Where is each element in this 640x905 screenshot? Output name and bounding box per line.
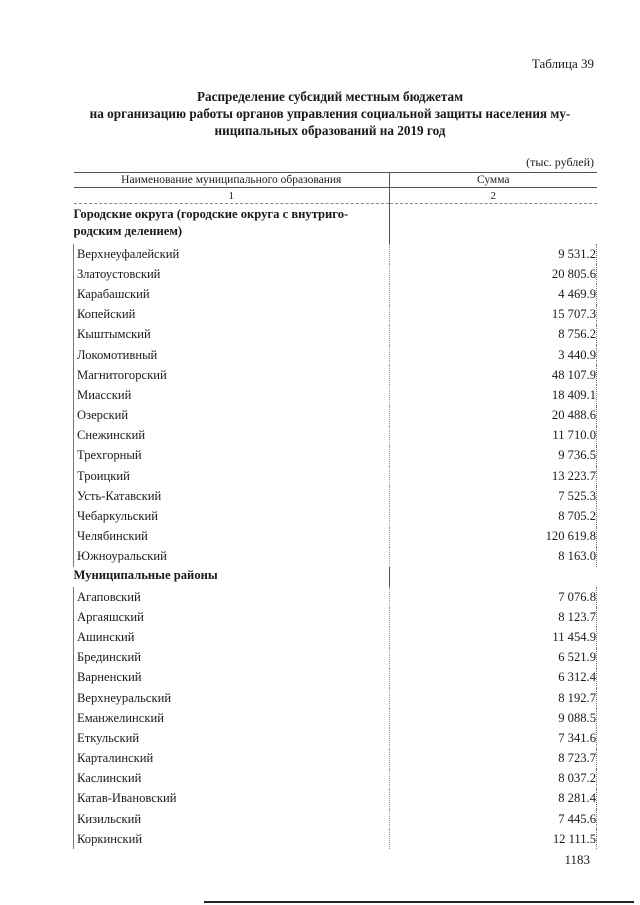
section-header-row [74, 567, 597, 587]
column-header-name: Наименование муниципального образования [74, 173, 390, 188]
municipality-name: Агаповский [74, 587, 390, 607]
municipality-name: Еткульский [74, 728, 390, 748]
subsidy-amount: 9 088.5 [390, 708, 597, 728]
subsidy-amount: 11 710.0 [390, 426, 597, 446]
municipality-name: Миасский [74, 385, 390, 405]
table-row [74, 406, 597, 426]
table-row [74, 668, 597, 688]
table-label: Таблица 39 [531, 56, 594, 71]
table-row [74, 284, 597, 304]
section-title: Городские округа (городские округа с внутриго-родским делением) [74, 204, 390, 245]
subsidy-amount: 6 521.9 [390, 648, 597, 668]
table-row [74, 587, 597, 607]
title-line-2: на организацию работы органов управления социальной защиты населения му- [89, 106, 571, 121]
table-row [74, 789, 597, 809]
municipality-name: Локомотивный [74, 345, 390, 365]
subsidy-amount: 7 525.3 [390, 486, 597, 506]
document-title [60, 88, 600, 139]
municipality-name: Еманжелинский [74, 708, 390, 728]
subsidy-amount: 7 445.6 [390, 809, 597, 829]
table-row [74, 708, 597, 728]
subsidy-amount: 8 037.2 [390, 769, 597, 789]
subsidy-amount: 8 192.7 [390, 688, 597, 708]
municipality-name: Варненский [74, 668, 390, 688]
page-number: 1183 [564, 852, 590, 867]
municipality-name: Кыштымский [74, 325, 390, 345]
table-row [74, 728, 597, 748]
table-body [74, 204, 597, 850]
column-number-2: 2 [390, 188, 597, 204]
table-row [74, 466, 597, 486]
section-header-row [74, 204, 597, 245]
subsidy-table [73, 172, 597, 849]
subsidy-amount: 9 736.5 [390, 446, 597, 466]
municipality-name: Кизильский [74, 809, 390, 829]
table-row [74, 486, 597, 506]
column-header-sum: Сумма [390, 173, 597, 188]
municipality-name: Южноуральский [74, 547, 390, 567]
table-row [74, 264, 597, 284]
section-empty-cell [390, 567, 597, 587]
municipality-name: Верхнеуральский [74, 688, 390, 708]
subsidy-amount: 20 805.6 [390, 264, 597, 284]
subsidy-amount: 12 111.5 [390, 829, 597, 849]
municipality-name: Аргаяшский [74, 607, 390, 627]
municipality-name: Озерский [74, 406, 390, 426]
table-row [74, 385, 597, 405]
municipality-name: Карталинский [74, 749, 390, 769]
municipality-name: Чебаркульский [74, 506, 390, 526]
municipality-name: Трехгорный [74, 446, 390, 466]
header-row [74, 173, 597, 188]
municipality-name: Копейский [74, 305, 390, 325]
column-number-1: 1 [74, 188, 390, 204]
table-row [74, 769, 597, 789]
municipality-name: Златоустовский [74, 264, 390, 284]
subsidy-amount: 8 723.7 [390, 749, 597, 769]
title-line-1: Распределение субсидий местным бюджетам [196, 89, 464, 104]
subsidy-amount: 3 440.9 [390, 345, 597, 365]
subsidy-amount: 120 619.8 [390, 527, 597, 547]
subsidy-amount: 8 756.2 [390, 325, 597, 345]
table-row [74, 547, 597, 567]
table-row [74, 688, 597, 708]
table-row [74, 627, 597, 647]
table-row [74, 365, 597, 385]
subsidy-amount: 7 076.8 [390, 587, 597, 607]
table-row [74, 809, 597, 829]
municipality-name: Усть-Катавский [74, 486, 390, 506]
table-row [74, 749, 597, 769]
municipality-name: Брединский [74, 648, 390, 668]
municipality-name: Коркинский [74, 829, 390, 849]
subsidy-amount: 8 281.4 [390, 789, 597, 809]
table-row [74, 506, 597, 526]
subsidy-amount: 48 107.9 [390, 365, 597, 385]
subsidy-amount: 8 705.2 [390, 506, 597, 526]
table-row [74, 305, 597, 325]
title-line-3: ниципальных образований на 2019 год [214, 123, 446, 138]
municipality-name: Троицкий [74, 466, 390, 486]
table-row [74, 325, 597, 345]
municipality-name: Карабашский [74, 284, 390, 304]
municipality-name: Снежинский [74, 426, 390, 446]
subsidy-amount: 8 163.0 [390, 547, 597, 567]
table-row [74, 345, 597, 365]
table-row [74, 607, 597, 627]
section-empty-cell [390, 204, 597, 245]
municipality-name: Челябинский [74, 527, 390, 547]
units-label: (тыс. рублей) [526, 155, 594, 169]
subsidy-amount: 6 312.4 [390, 668, 597, 688]
subsidy-amount: 13 223.7 [390, 466, 597, 486]
column-number-row [74, 188, 597, 204]
table-row [74, 244, 597, 264]
subsidy-amount: 18 409.1 [390, 385, 597, 405]
subsidy-amount: 15 707.3 [390, 305, 597, 325]
subsidy-amount: 20 488.6 [390, 406, 597, 426]
footer-rule [204, 901, 634, 903]
municipality-name: Катав-Ивановский [74, 789, 390, 809]
municipality-name: Верхнеуфалейский [74, 244, 390, 264]
subsidy-amount: 7 341.6 [390, 728, 597, 748]
subsidy-amount: 9 531.2 [390, 244, 597, 264]
table-row [74, 527, 597, 547]
municipality-name: Магнитогорский [74, 365, 390, 385]
subsidy-amount: 4 469.9 [390, 284, 597, 304]
municipality-name: Ашинский [74, 627, 390, 647]
municipality-name: Каслинский [74, 769, 390, 789]
table-row [74, 446, 597, 466]
table-row [74, 829, 597, 849]
table-row [74, 426, 597, 446]
section-title: Муниципальные районы [74, 567, 390, 587]
subsidy-amount: 11 454.9 [390, 627, 597, 647]
subsidy-amount: 8 123.7 [390, 607, 597, 627]
table-row [74, 648, 597, 668]
